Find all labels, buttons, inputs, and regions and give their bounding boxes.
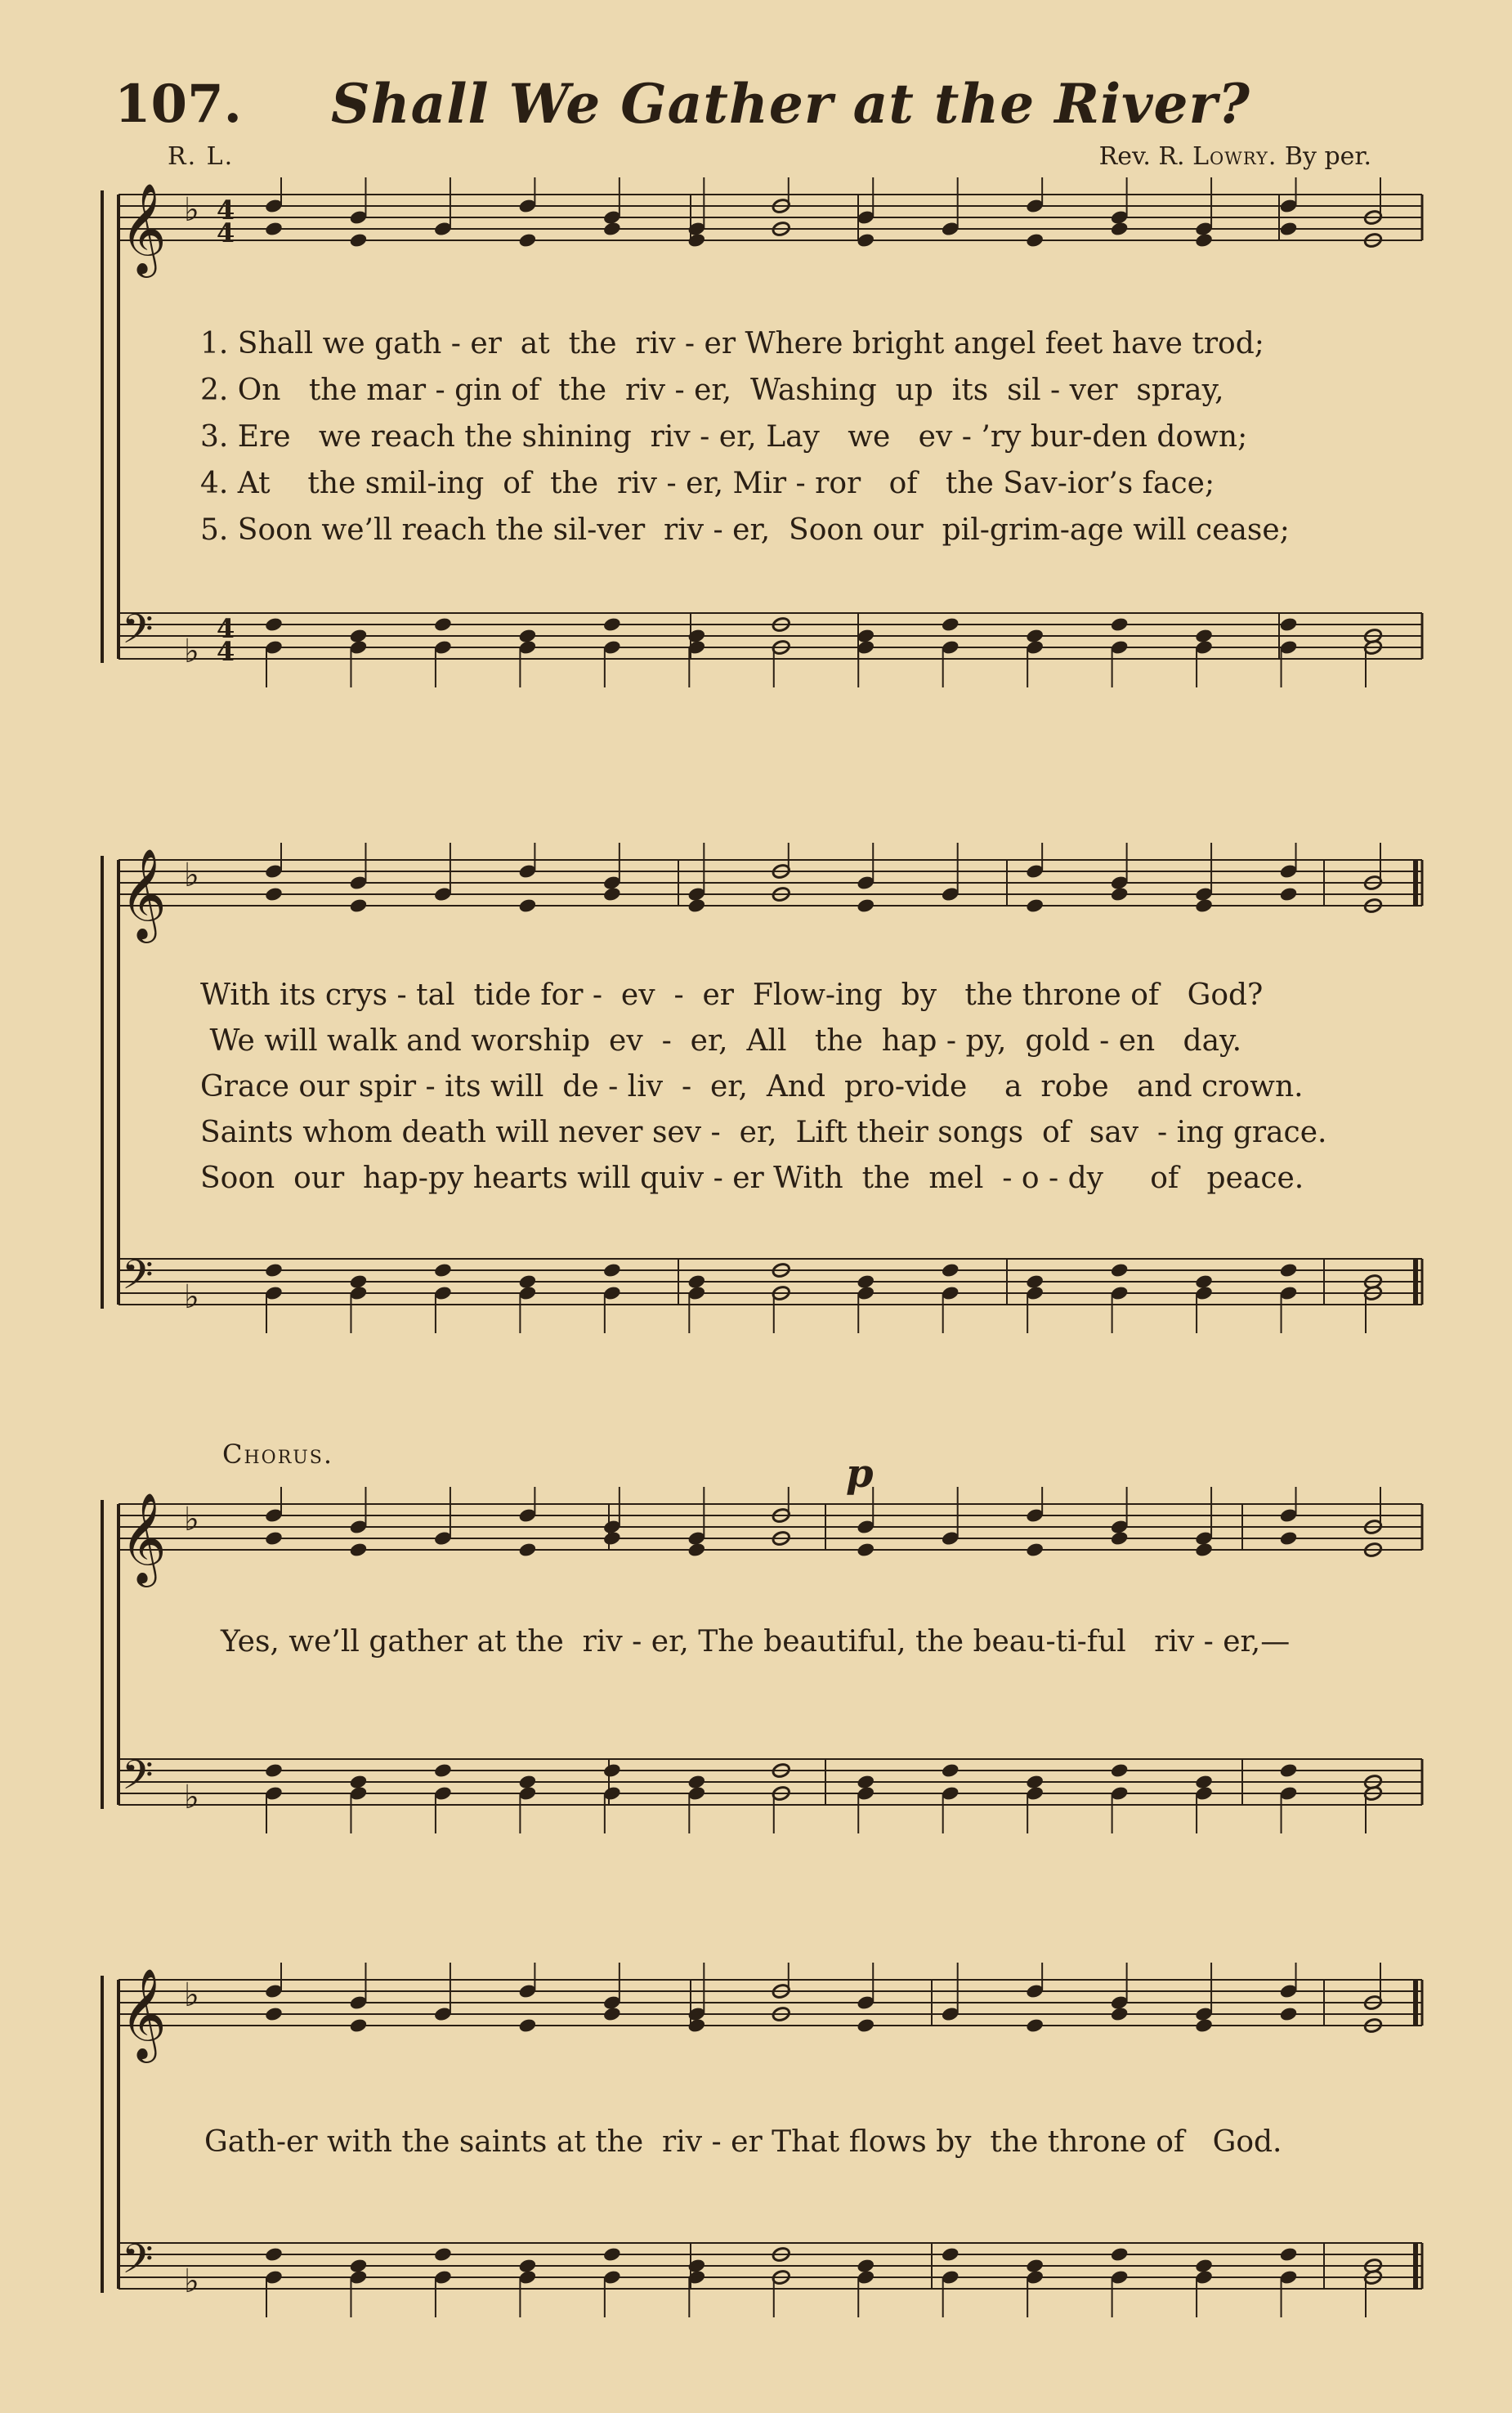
- chorus-lyric-line-2: Gath-er with the saints at the riv - er That flows by the throne of God.: [204, 2125, 1282, 2159]
- svg-text:♭: ♭: [184, 633, 199, 670]
- verse-2-line-a: 2. On the mar - gin of the riv - er, Washing up its sil - ver spray,: [200, 374, 1224, 407]
- verse-lyrics-part2: [200, 973, 1443, 1202]
- svg-text:♭: ♭: [184, 1501, 199, 1538]
- svg-text:♭: ♭: [184, 2263, 199, 2300]
- svg-text:4: 4: [217, 636, 235, 667]
- hymn-number: 107.: [114, 74, 242, 135]
- verse-5-line-b: Soon our hap-py hearts will quiv - er With the mel - o - dy of peace.: [200, 1162, 1304, 1195]
- verse-5-line-a: 5. Soon we’ll reach the sil-ver riv - er, Soon our pil-grim-age will cease;: [200, 513, 1290, 547]
- composer-prefix: Rev. R.: [1098, 142, 1193, 171]
- verse-1-line-b: With its crys - tal tide for - ev - er Flow-ing by the throne of God?: [200, 978, 1264, 1012]
- svg-text:𝄞: 𝄞: [120, 848, 167, 939]
- svg-text:𝄢: 𝄢: [122, 1752, 154, 1809]
- verse-4-line-b: Saints whom death will never sev - er, Lift their songs of sav - ing grace.: [200, 1116, 1327, 1149]
- svg-text:♭: ♭: [184, 1278, 199, 1316]
- lyricist-credit: R. L.: [168, 142, 235, 171]
- composer-name: Lowry.: [1192, 142, 1277, 171]
- svg-text:4: 4: [217, 195, 235, 226]
- dynamic-marking: p: [846, 1451, 874, 1497]
- svg-text:𝄞: 𝄞: [120, 182, 167, 274]
- svg-text:♭: ♭: [184, 1779, 199, 1816]
- svg-text:𝄢: 𝄢: [122, 606, 154, 663]
- verse-3-line-b: Grace our spir - its will de - liv - er, And pro-vide a robe and crown.: [200, 1070, 1304, 1104]
- verse-lyrics-part1: [200, 320, 1410, 553]
- svg-text:♭: ♭: [184, 857, 199, 894]
- verse-4-line-a: 4. At the smil-ing of the riv - er, Mir - ror of the Sav-ior’s face;: [200, 467, 1215, 500]
- svg-text:𝄞: 𝄞: [120, 1968, 167, 2059]
- verse-3-line-a: 3. Ere we reach the shining riv - er, Lay we ev - ’ry bur-den down;: [200, 420, 1248, 454]
- verse-2-line-b: We will walk and worship ev - er, All the hap - py, gold - en day.: [200, 1024, 1242, 1058]
- svg-text:𝄢: 𝄢: [122, 1251, 154, 1309]
- chorus-label: Chorus.: [222, 1439, 334, 1470]
- svg-text:𝄢: 𝄢: [122, 2236, 154, 2293]
- svg-text:4: 4: [217, 217, 235, 248]
- svg-text:𝄞: 𝄞: [120, 1492, 167, 1583]
- verse-1-line-a: 1. Shall we gath - er at the riv - er Where bright angel feet have trod;: [200, 327, 1264, 360]
- hymn-title: Shall We Gather at the River?: [331, 72, 1250, 136]
- svg-text:♭: ♭: [184, 1977, 199, 2014]
- svg-text:♭: ♭: [184, 191, 199, 229]
- svg-text:4: 4: [217, 613, 235, 644]
- chorus-lyric-line-1: Yes, we’ll gather at the riv - er, The beautiful, the beau-ti-ful riv - er,—: [221, 1625, 1291, 1659]
- permission-note: By per.: [1277, 142, 1371, 171]
